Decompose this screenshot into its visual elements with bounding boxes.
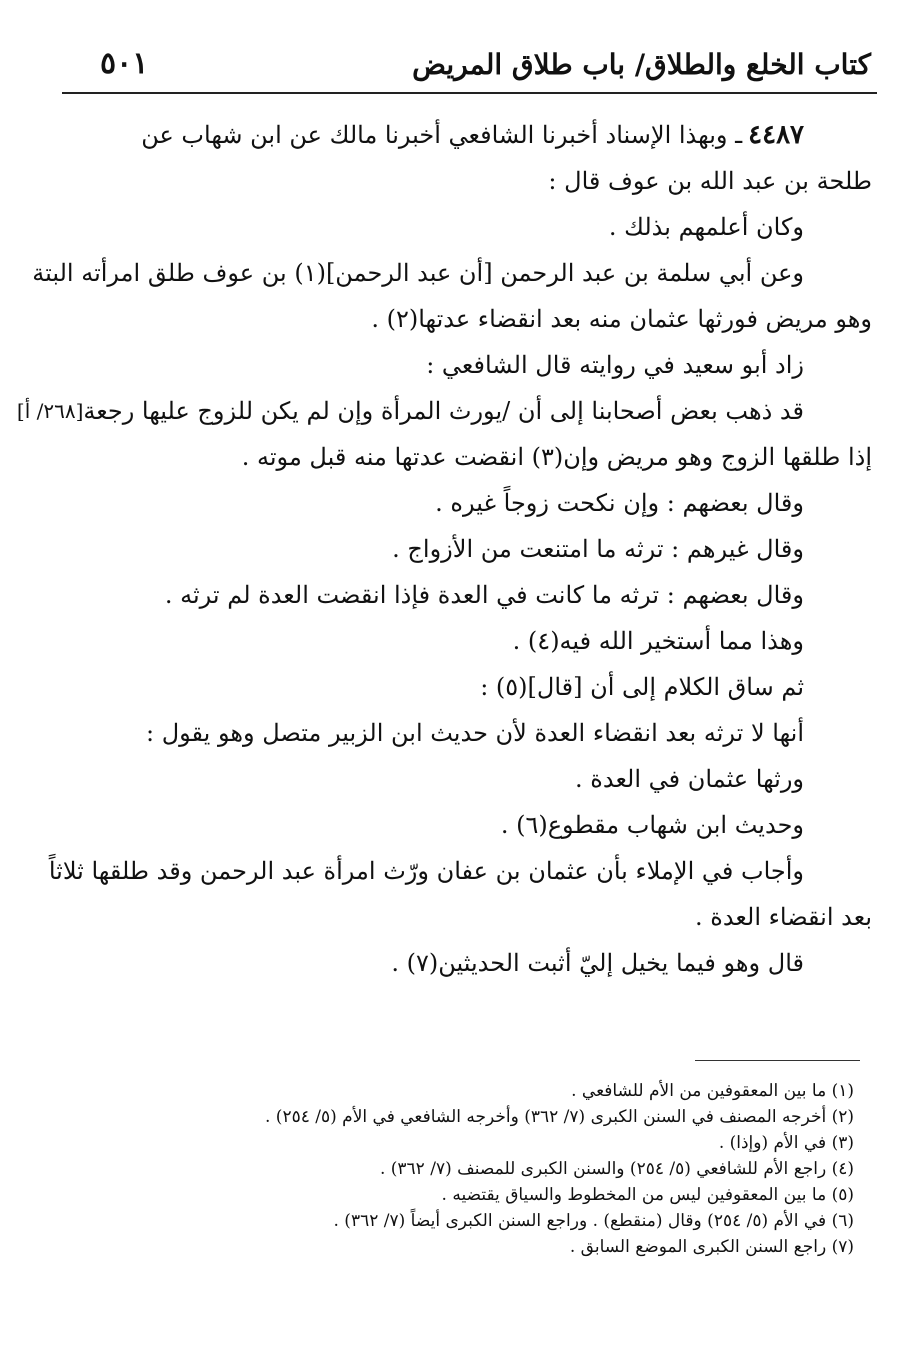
text-line-8: إذا طلقها الزوج وهو مريض وإن(٣) انقضت عدتها منه قبل موته .	[241, 443, 872, 471]
text-line-5: وهو مريض فورثها عثمان منه بعد انقضاء عدتها(٢) .	[371, 305, 872, 333]
text-line-7-row	[16, 388, 872, 434]
running-title: كتاب الخلع والطلاق/ باب طلاق المريض	[412, 48, 871, 81]
text-line-19: قال وهو فيما يخيل إليّ أثبت الحديثين(٧) .	[391, 949, 804, 977]
footnote-2: (٢) أخرجه المصنف في السنن الكبرى (٧/ ٣٦٢) وأخرجه الشافعي في الأم (٥/ ٢٥٤) .	[265, 1107, 854, 1127]
footnote-1: (١) ما بين المعقوفين من الأم للشافعي .	[571, 1081, 854, 1101]
text-line-18: بعد انقضاء العدة .	[695, 903, 872, 931]
footnote-divider	[695, 1060, 860, 1061]
text-line-1: ـ وبهذا الإسناد أخبرنا الشافعي أخبرنا مالك عن ابن شهاب عن	[141, 121, 743, 149]
footnote-3: (٣) في الأم (وإذا) .	[718, 1133, 854, 1153]
page-number: ٥٠١	[100, 46, 149, 81]
footnote-6: (٦) في الأم (٥/ ٢٥٤) وقال (منقطع) . وراجع السنن الكبرى أيضاً (٧/ ٣٦٢) .	[333, 1211, 854, 1231]
footnote-7: (٧) راجع السنن الكبرى الموضع السابق .	[569, 1237, 854, 1257]
text-line-4: وعن أبي سلمة بن عبد الرحمن [أن عبد الرحمن](١) بن عوف طلق امرأته البتة	[32, 259, 804, 287]
text-line-15: ورثها عثمان في العدة .	[575, 765, 804, 793]
text-line-13: ثم ساق الكلام إلى أن [قال](٥) :	[480, 673, 804, 701]
folio-marker: [٢٦٨/ أ]	[16, 399, 84, 423]
text-line-17: وأجاب في الإملاء بأن عثمان بن عفان ورّث امرأة عبد الرحمن وقد طلقها ثلاثاً	[48, 857, 804, 885]
text-line-14: أنها لا ترثه بعد انقضاء العدة لأن حديث ابن الزبير متصل وهو يقول :	[145, 719, 804, 747]
text-line-7: قد ذهب بعض أصحابنا إلى أن /يورث المرأة وإن لم يكن للزوج عليها رجعة	[83, 397, 804, 425]
text-line	[70, 112, 872, 158]
page-header	[62, 42, 877, 94]
text-line-2: طلحة بن عبد الله بن عوف قال :	[548, 167, 872, 195]
text-line-6: زاد أبو سعيد في روايته قال الشافعي :	[426, 351, 804, 379]
text-line-3: وكان أعلمهم بذلك .	[608, 213, 804, 241]
hadith-number: ٤٤٨٧	[748, 120, 804, 150]
footnote-5: (٥) ما بين المعقوفين ليس من المخطوط والسياق يقتضيه .	[441, 1185, 854, 1205]
text-line-16: وحديث ابن شهاب مقطوع(٦) .	[500, 811, 804, 839]
text-line-11: وقال بعضهم : ترثه ما كانت في العدة فإذا انقضت العدة لم ترثه .	[164, 581, 804, 609]
text-line-12: وهذا مما أستخير الله فيه(٤) .	[512, 627, 804, 655]
main-text	[16, 112, 872, 986]
text-line-10: وقال غيرهم : ترثه ما امتنعت من الأزواج .	[392, 535, 804, 563]
footnotes	[70, 1078, 854, 1260]
footnote-4: (٤) راجع الأم للشافعي (٥/ ٢٥٤) والسنن الكبرى للمصنف (٧/ ٣٦٢) .	[379, 1159, 854, 1179]
text-line-9: وقال بعضهم : وإن نكحت زوجاً غيره .	[435, 489, 804, 517]
